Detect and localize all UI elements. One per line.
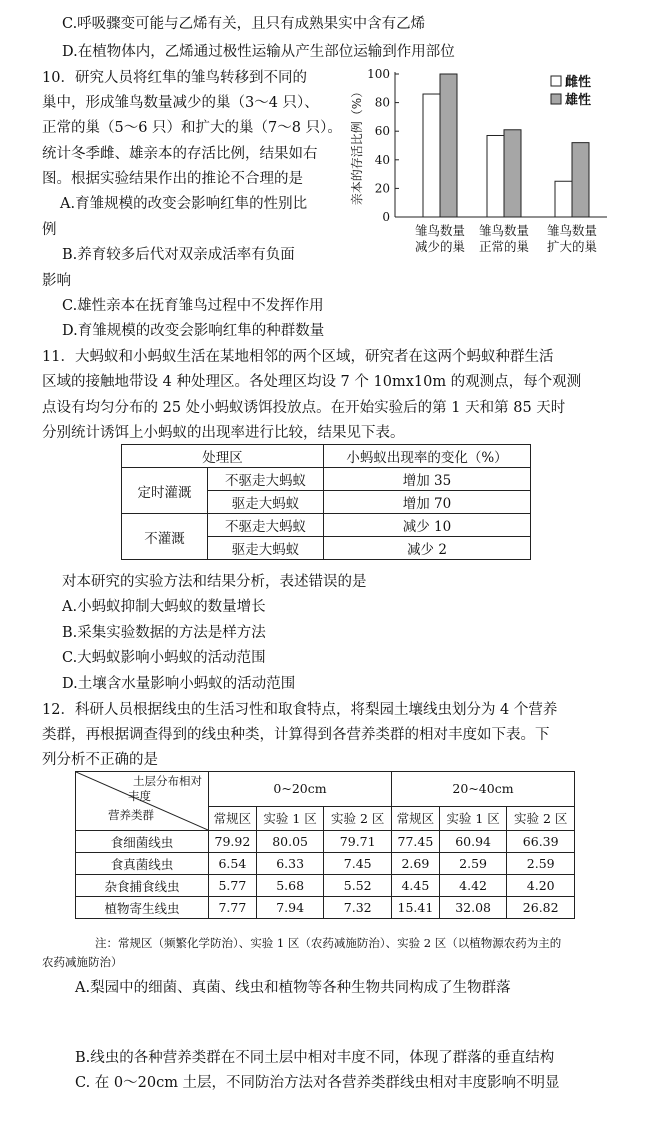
treatment-cell: 驱走大蚂蚁	[208, 491, 324, 514]
q11-question: 对本研究的实验方法和结果分析，表述错误的是	[62, 574, 367, 590]
zone-header: 实验 2 区	[324, 806, 392, 831]
x-category-label: 正常的巢	[478, 239, 530, 254]
value-cell: 6.54	[209, 853, 257, 875]
value-cell: 6.33	[256, 853, 324, 875]
corner-label-mid: 丰度	[128, 789, 151, 803]
bar-female	[487, 135, 504, 217]
value-cell: 2.69	[391, 853, 439, 875]
value-cell: 26.82	[507, 897, 575, 919]
q12-option-b: B.线虫的各种营养类群在不同土层中相对丰度不同，体现了群落的垂直结构	[75, 1050, 555, 1066]
q10-stem-line: 正常的巢（5～6 只）和扩大的巢（7～8 只）。	[42, 120, 342, 136]
q10-option-a: A.育雏规模的改变会影响红隼的性别比	[60, 196, 308, 212]
bar-male	[572, 143, 589, 217]
q10-stem-line: 10．研究人员将红隼的雏鸟转移到不同的	[42, 70, 307, 86]
ant-results-table	[121, 444, 531, 560]
table-row	[76, 853, 575, 875]
value-cell: 增加 70	[324, 491, 531, 514]
q10-stem-line: 巢中，形成雏鸟数量减少的巢（3～4 只）、	[42, 95, 319, 111]
q10-stem-line: 统计冬季雌、雄亲本的存活比例，结果如右	[42, 146, 318, 162]
y-tick-label: 0	[382, 210, 390, 224]
y-tick-label: 80	[374, 95, 390, 110]
x-category-label: 扩大的巢	[546, 239, 598, 254]
value-cell: 4.45	[391, 875, 439, 897]
zone-header: 常规区	[209, 806, 257, 831]
legend-label: 雌性	[565, 75, 592, 90]
q10-option-b: B.养育较多后代对双亲成活率有负面	[62, 247, 295, 263]
value-cell: 5.77	[209, 875, 257, 897]
value-cell: 4.20	[507, 875, 575, 897]
zone-header: 实验 2 区	[507, 806, 575, 831]
bar-male	[440, 74, 457, 217]
q12-stem-line: 类群，再根据调查得到的线虫种类，计算得到各营养类群的相对丰度如下表。下	[42, 727, 550, 743]
q11-option-d: D.土壤含水量影响小蚂蚁的活动范围	[62, 676, 296, 692]
group-name: 杂食捕食线虫	[76, 875, 209, 897]
y-tick-label: 60	[374, 124, 390, 139]
treatment-cell: 不驱走大蚂蚁	[208, 514, 324, 537]
table-header: 处理区	[122, 445, 324, 468]
table-row	[76, 831, 575, 853]
q11-stem-line: 11．大蚂蚁和小蚂蚁生活在某地相邻的两个区域，研究者在这两个蚂蚁种群生活	[42, 349, 554, 365]
value-cell: 79.92	[209, 831, 257, 853]
nematode-abundance-table	[75, 771, 575, 919]
value-cell: 减少 2	[324, 537, 531, 560]
q10-stem-line: 图。根据实验结果作出的推论不合理的是	[42, 171, 303, 187]
table-note-cont: 农药减施防治）	[42, 955, 123, 969]
zone-header: 实验 1 区	[256, 806, 324, 831]
bar-male	[504, 130, 521, 217]
value-cell: 7.94	[256, 897, 324, 919]
layer-header: 0~20cm	[209, 772, 392, 807]
group-name: 植物寄生线虫	[76, 897, 209, 919]
value-cell: 2.59	[439, 853, 507, 875]
value-cell: 7.45	[324, 853, 392, 875]
value-cell: 2.59	[507, 853, 575, 875]
x-category-label: 雏鸟数量	[478, 223, 530, 238]
q11-stem-line: 点设有均匀分布的 25 处小蚂蚁诱饵投放点。在开始实验后的第 1 天和第 85 天时	[42, 400, 566, 416]
layer-header: 20~40cm	[391, 772, 574, 807]
y-tick-label: 100	[367, 67, 390, 81]
table-row	[76, 897, 575, 919]
q10-option-c: C.雄性亲本在抚育雏鸟过程中不发挥作用	[62, 298, 324, 314]
value-cell: 4.42	[439, 875, 507, 897]
corner-label-top: 土层分布相对	[133, 774, 202, 788]
q11-stem-line: 区域的接触地带设 4 种处理区。各处理区均设 7 个 10mx10m 的观测点，每个观测	[42, 374, 582, 390]
q11-option-b: B.采集实验数据的方法是样方法	[62, 625, 266, 641]
treatment-cell: 不驱走大蚂蚁	[208, 468, 324, 491]
table-row	[76, 875, 575, 897]
legend-swatch	[551, 94, 561, 104]
survival-bar-chart	[345, 62, 645, 262]
q11-option-c: C.大蚂蚁影响小蚂蚁的活动范围	[62, 650, 266, 666]
q11-option-a: A.小蚂蚁抑制大蚂蚁的数量增长	[62, 599, 266, 615]
x-category-label: 减少的巢	[414, 239, 466, 254]
table-corner-cell	[76, 772, 209, 831]
value-cell: 7.77	[209, 897, 257, 919]
q10-option-d: D.育雏规模的改变会影响红隼的种群数量	[62, 323, 325, 339]
q9-option-d: D.在植物体内，乙烯通过极性运输从产生部位运输到作用部位	[62, 44, 455, 60]
legend-label: 雄性	[565, 93, 592, 108]
q12-stem-line: 列分析不正确的是	[42, 752, 158, 768]
value-cell: 5.68	[256, 875, 324, 897]
value-cell: 7.32	[324, 897, 392, 919]
q12-stem-line: 12．科研人员根据线虫的生活习性和取食特点，将梨园土壤线虫划分为 4 个营养	[42, 702, 558, 718]
value-cell: 66.39	[507, 831, 575, 853]
chart-svg	[345, 62, 645, 262]
y-tick-label: 40	[374, 152, 390, 167]
value-cell: 减少 10	[324, 514, 531, 537]
group-name: 食真菌线虫	[76, 853, 209, 875]
zone-header: 常规区	[391, 806, 439, 831]
value-cell: 60.94	[439, 831, 507, 853]
value-cell: 32.08	[439, 897, 507, 919]
bar-female	[555, 181, 572, 217]
value-cell: 77.45	[391, 831, 439, 853]
table-header: 小蚂蚁出现率的变化（%）	[324, 445, 531, 468]
x-category-label: 雏鸟数量	[414, 223, 466, 238]
corner-label-bottom: 营养类群	[108, 808, 154, 822]
q12-option-a: A.梨园中的细菌、真菌、线虫和植物等各种生物共同构成了生物群落	[75, 980, 511, 996]
q10-option-b-cont: 影响	[42, 273, 71, 289]
value-cell: 15.41	[391, 897, 439, 919]
zone-header: 实验 1 区	[439, 806, 507, 831]
q12-option-c: C. 在 0～20cm 土层，不同防治方法对各营养类群线虫相对丰度影响不明显	[75, 1075, 560, 1091]
value-cell: 5.52	[324, 875, 392, 897]
group-name: 食细菌线虫	[76, 831, 209, 853]
treatment-cell: 驱走大蚂蚁	[208, 537, 324, 560]
bar-female	[423, 94, 440, 217]
group-label: 定时灌溉	[122, 468, 208, 514]
legend-swatch	[551, 76, 561, 86]
table-note: 注：常规区（频繁化学防治）、实验 1 区（农药减施防治）、实验 2 区（以植物源农药为主的	[95, 936, 562, 950]
q9-option-c: C.呼吸骤变可能与乙烯有关，且只有成熟果实中含有乙烯	[62, 16, 426, 32]
q10-option-a-cont: 例	[42, 222, 57, 238]
y-axis-label: 亲本的存活比例（%）	[350, 85, 364, 206]
value-cell: 80.05	[256, 831, 324, 853]
x-category-label: 雏鸟数量	[546, 223, 598, 238]
value-cell: 79.71	[324, 831, 392, 853]
y-tick-label: 20	[374, 181, 390, 196]
value-cell: 增加 35	[324, 468, 531, 491]
group-label: 不灌溉	[122, 514, 208, 560]
q11-stem-line: 分别统计诱饵上小蚂蚁的出现率进行比较，结果见下表。	[42, 425, 405, 441]
